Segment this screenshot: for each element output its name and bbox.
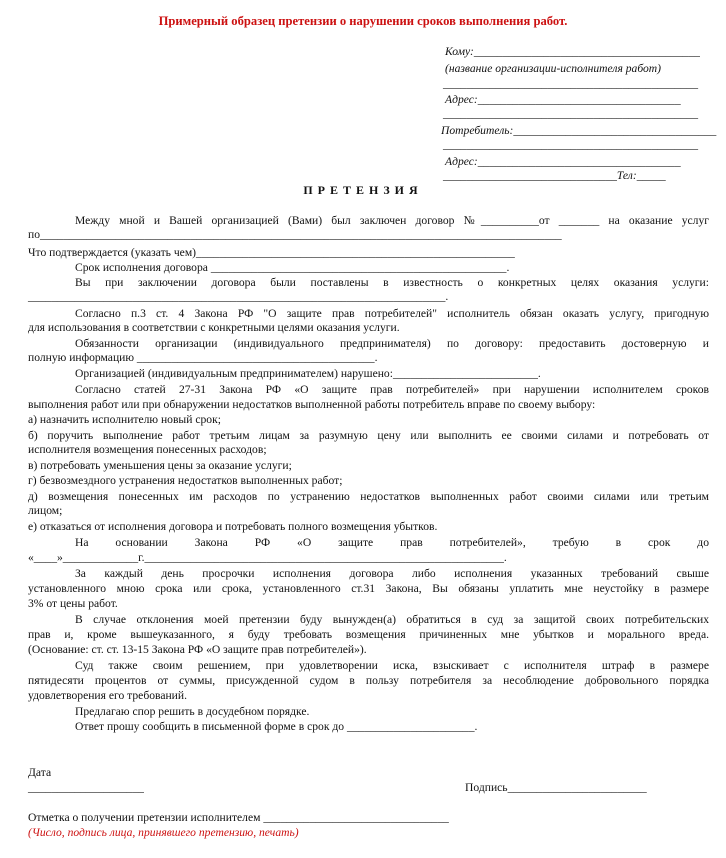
date-label: Дата [28, 766, 52, 779]
to-line: ____________________________________________ [443, 77, 699, 90]
text-line: Срок исполнения договора ___________________________________________________. [75, 261, 510, 274]
text-line: ________________________________________________________________________. [28, 290, 449, 303]
signature-field: Подпись________________________ [465, 781, 647, 794]
text-line: Что подтверждается (указать чем)_______________________________________________________ [28, 246, 515, 259]
text-line: для использования в соответствии с конкретными целями оказания услуги. [28, 321, 400, 334]
receipt-note: (Число, подпись лица, принявшего претензию, печать) [28, 826, 299, 839]
text-line: удовлетворения его требований. [28, 689, 187, 702]
text-line: установленного мною срока или срока, установленного ст.31 Закона, Вы обязаны уплатить мне неустойку в размере [28, 582, 709, 595]
text-line: лицом; [28, 504, 63, 517]
text-line: по__________________________________________________________________________________________ [28, 228, 562, 241]
to-field: Кому:_______________________________________ [445, 45, 700, 58]
text-line: Предлагаю спор решить в досудебном порядке. [75, 705, 310, 718]
text-line: За каждый день просрочки исполнения договора либо исполнения указанных требований свыше [75, 567, 709, 580]
receipt-mark: Отметка о получении претензии исполнителем ________________________________ [28, 811, 449, 824]
consumer-field: Потребитель:___________________________________ [441, 124, 717, 137]
text-line: (Основание: ст. ст. 13-15 Закона РФ «О защите прав потребителей»). [28, 643, 367, 656]
text-line: Вы при заключении договора были поставлены в известность о конкретных целях оказания услуги: [75, 276, 709, 289]
text-line: в) потребовать уменьшения цены за оказание услуги; [28, 459, 292, 472]
text-line: Согласно п.3 ст. 4 Закона РФ "О защите прав потребителей" исполнитель обязан оказать услугу, пригодную [75, 307, 709, 320]
text-line: Между мной и Вашей организацией (Вами) был заключен договор №__________от _______ на оказание услуг [75, 214, 709, 227]
text-line: исполнителя возмещения понесенных расходов; [28, 443, 267, 456]
text-line: а) назначить исполнителю новый срок; [28, 413, 221, 426]
text-line: б) поручить выполнение работ третьим лицам за разумную цену или выполнить ее своими силами и потребовать от [28, 429, 709, 442]
text-line: Обязанности организации (индивидуального предпринимателя) по договору: предоставить достоверную и [75, 337, 709, 350]
text-line: Согласно статей 27-31 Закона РФ «О защите прав потребителей» при нарушении исполнителем сроков [75, 383, 709, 396]
consumer-address-field: Адрес:___________________________________ [445, 155, 681, 168]
claim-heading: ПРЕТЕНЗИЯ [303, 183, 423, 197]
text-line: е) отказаться от исполнения договора и потребовать полного возмещения убытков. [28, 520, 438, 533]
date-line: ____________________ [28, 781, 144, 794]
address-line: ____________________________________________ [443, 107, 699, 120]
to-note: (название организации-исполнителя работ) [445, 62, 662, 75]
text-line: «____»_____________г.______________________________________________________________. [28, 551, 507, 564]
text-line: д) возмещения понесенных им расходов по устранению недостатков выполненных работ своими силами или третьим [28, 490, 709, 503]
text-line: Организацией (индивидуальным предпринимателем) нарушено:_________________________. [75, 367, 541, 380]
address-field: Адрес:___________________________________ [445, 93, 681, 106]
text-line: пятидесяти процентов от суммы, присужденной судом в пользу потребителя за несоблюдение добровольного порядка [28, 674, 709, 687]
text-line: Ответ прошу сообщить в письменной форме в срок до ______________________. [75, 720, 478, 733]
text-line: На основании Закона РФ «О защите прав потребителей», требую в срок до [75, 536, 709, 549]
text-line: выполнения работ или при обнаружении недостатков выполненной работы потребитель вправе по своему выбору: [28, 398, 596, 411]
text-line: г) безвозмездного устранения недостатков выполненных работ; [28, 474, 343, 487]
phone-field: ______________________________Тел:_____ [443, 169, 666, 182]
text-line: прав и, кроме вышеуказанного, я буду требовать возмещения причиненных мне убытков и морального вреда. [28, 628, 709, 641]
text-line: Суд также своим решением, при удовлетворении иска, взыскивает с исполнителя штраф в размере [75, 659, 709, 672]
text-line: 3% от цены работ. [28, 597, 118, 610]
text-line: В случае отклонения моей претензии буду вынужден(а) обратиться в суд за защитой своих потребительских [75, 613, 709, 626]
text-line: полную информацию _________________________________________. [28, 351, 378, 364]
document-title: Примерный образец претензии о нарушении сроков выполнения работ. [158, 14, 568, 28]
consumer-line: ____________________________________________ [443, 138, 699, 151]
